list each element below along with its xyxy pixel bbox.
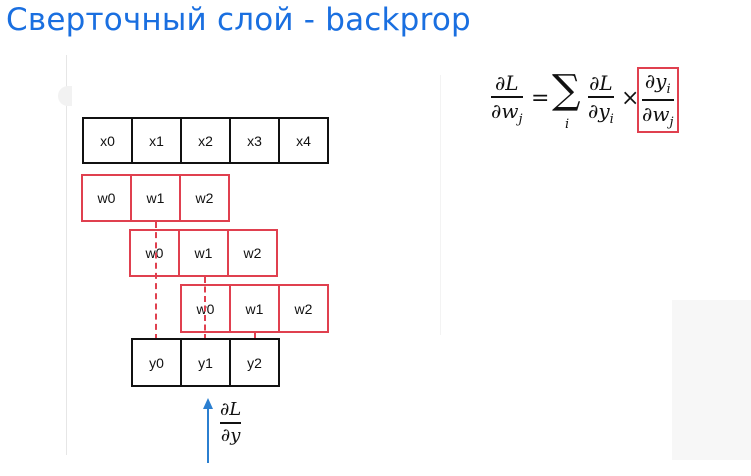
term1-fraction xyxy=(588,73,614,126)
term2-numerator-sub: i xyxy=(666,82,671,97)
faint-guide xyxy=(440,75,441,335)
dashed-connector xyxy=(204,277,206,340)
dashed-connector xyxy=(155,222,157,340)
kernel-cell: w2 xyxy=(227,229,278,277)
term2-numerator: ∂y xyxy=(644,69,667,93)
lhs-numerator: ∂L xyxy=(494,71,519,95)
fraction-bar xyxy=(220,422,241,424)
term1-numerator: ∂L xyxy=(589,71,613,95)
slide-divider xyxy=(66,55,67,455)
input-cell: x2 xyxy=(180,117,231,164)
lhs-denominator: ∂w xyxy=(491,98,519,123)
term1-denominator-sub: i xyxy=(609,111,614,127)
gradient-label xyxy=(220,401,241,445)
term2-denominator-sub: j xyxy=(669,114,674,130)
gradient-arrow xyxy=(207,408,209,463)
input-cell: x1 xyxy=(131,117,182,164)
input-cell: x0 xyxy=(82,117,133,164)
lhs-fraction xyxy=(491,73,523,126)
kernel-cell: w0 xyxy=(180,284,231,333)
fraction-bar xyxy=(588,96,614,98)
kernel-cell: w0 xyxy=(129,229,180,277)
output-cell: y1 xyxy=(180,338,231,387)
input-cell: x4 xyxy=(278,117,329,164)
kernel-cell: w1 xyxy=(130,174,181,222)
times-sign: × xyxy=(621,86,640,111)
kernel-cell: w0 xyxy=(81,174,132,222)
input-cell: x3 xyxy=(229,117,280,164)
slide-title: Сверточный слой - backprop xyxy=(6,2,471,38)
sum-index: i xyxy=(565,117,570,132)
slide-edge-tab xyxy=(58,86,72,106)
lhs-denominator-sub: j xyxy=(518,111,523,127)
faint-panel xyxy=(672,300,751,460)
output-cell: y0 xyxy=(131,338,182,387)
output-cell: y2 xyxy=(229,338,280,387)
kernel-cell: w1 xyxy=(229,284,280,333)
term1-denominator: ∂y xyxy=(588,98,610,123)
gradient-denominator: ∂y xyxy=(220,424,241,446)
kernel-cell: w1 xyxy=(178,229,229,277)
equals-sign: = xyxy=(531,86,550,111)
kernel-cell: w2 xyxy=(278,284,329,333)
fraction-bar xyxy=(642,99,674,101)
gradient-numerator: ∂L xyxy=(220,399,242,420)
sum-symbol: ∑ xyxy=(552,67,581,113)
kernel-cell: w2 xyxy=(179,174,230,222)
term2-denominator: ∂w xyxy=(642,101,670,126)
fraction-bar xyxy=(491,96,523,98)
term2-fraction-highlighted xyxy=(637,67,679,133)
